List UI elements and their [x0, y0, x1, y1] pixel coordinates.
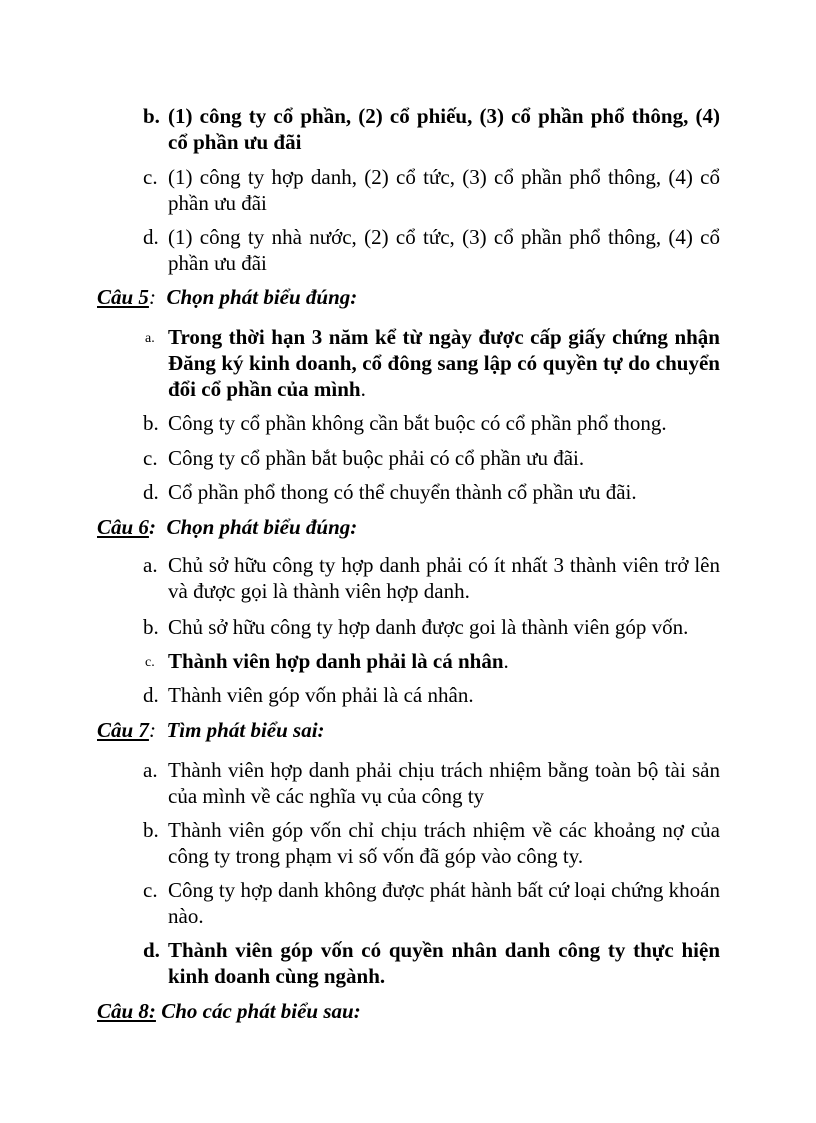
question-prompt: Chọn phát biểu đúng: [166, 285, 358, 309]
option-text: Chủ sở hữu công ty hợp danh được goi là thành viên góp vốn. [168, 615, 689, 639]
q5-option-c [143, 445, 720, 471]
option-label: a. [145, 331, 155, 346]
option-text-bold: Trong thời hạn 3 năm kể từ ngày được cấp giấy chứng nhận Đăng ký kinh doanh, cổ đông sang lập có quyền tự do chuyển đổi cổ phần của mình [168, 325, 720, 401]
question-sep: : [148, 718, 156, 742]
option-text: Thành viên hợp danh phải chịu trách nhiệm bằng toàn bộ tài sản của mình về các nghĩa vụ của công ty [168, 758, 720, 808]
option-label: a. [143, 553, 158, 577]
option-label: b. [143, 818, 159, 842]
q7-option-b [143, 817, 720, 869]
question-number: Câu 5 [97, 285, 149, 309]
option-text [168, 324, 720, 402]
q6-option-a [143, 552, 720, 604]
q7-option-d [143, 937, 720, 989]
question-prompt: Cho các phát biểu sau: [161, 999, 361, 1023]
option-label: c. [143, 878, 158, 902]
q5-option-d [143, 479, 720, 505]
question-sep: : [148, 515, 156, 539]
option-label: b. [143, 615, 159, 639]
option-text: Công ty hợp danh không được phát hành bất cứ loại chứng khoán nào. [168, 878, 720, 928]
question-6-heading [97, 514, 357, 540]
question-prompt: Chọn phát biểu đúng: [166, 515, 358, 539]
option-text: Thành viên góp vốn chỉ chịu trách nhiệm về các khoảng nợ của công ty trong phạm vi số vốn đã góp vào công ty. [168, 818, 720, 868]
question-7-heading [97, 717, 325, 743]
option-label: c. [145, 655, 155, 670]
option-text [168, 648, 720, 674]
option-text: (1) công ty nhà nước, (2) cổ tức, (3) cổ phần phổ thông, (4) cổ phần ưu đãi [168, 225, 720, 275]
option-trail: . [503, 649, 509, 673]
q4-option-c [143, 164, 720, 216]
option-text: Chủ sở hữu công ty hợp danh phải có ít nhất 3 thành viên trở lên và được gọi là thành viên hợp danh. [168, 553, 720, 603]
option-text: Thành viên góp vốn phải là cá nhân. [168, 683, 474, 707]
option-label: d. [143, 683, 159, 707]
q6-option-c [143, 648, 720, 674]
question-sep: : [148, 285, 156, 309]
option-label: d. [143, 938, 160, 962]
option-text: Thành viên góp vốn có quyền nhân danh công ty thực hiện kinh doanh cùng ngành. [168, 938, 720, 988]
option-label: c. [143, 446, 158, 470]
option-label: d. [143, 480, 159, 504]
option-label: d. [143, 225, 159, 249]
option-label: b. [143, 411, 159, 435]
question-prompt: Tìm phát biểu sai: [166, 718, 325, 742]
q4-option-d [143, 224, 720, 276]
option-text-bold: Thành viên hợp danh phải là cá nhân [168, 649, 504, 673]
option-trail: . [360, 377, 366, 401]
q7-option-c [143, 877, 720, 929]
q7-option-a [143, 757, 720, 809]
option-text: (1) công ty hợp danh, (2) cổ tức, (3) cổ phần phổ thông, (4) cổ phần ưu đãi [168, 165, 720, 215]
q6-option-d [143, 682, 720, 708]
question-5-heading [97, 284, 357, 310]
option-label: a. [143, 758, 158, 782]
option-text: Công ty cổ phần bắt buộc phải có cổ phần ưu đãi. [168, 446, 585, 470]
option-label: b. [143, 104, 160, 128]
q4-option-b [143, 103, 720, 155]
option-text: (1) công ty cổ phần, (2) cổ phiếu, (3) cổ phần phổ thông, (4) cổ phần ưu đãi [168, 104, 720, 154]
question-number: Câu 7 [97, 718, 149, 742]
q6-option-b [143, 614, 720, 640]
option-text: Cổ phần phổ thong có thể chuyển thành cổ phần ưu đãi. [168, 480, 637, 504]
q5-option-a [143, 324, 720, 402]
q5-option-b [143, 410, 720, 436]
question-number: Câu 6 [97, 515, 149, 539]
question-8-heading [97, 998, 361, 1024]
option-label: c. [143, 165, 158, 189]
option-text: Công ty cổ phần không cần bắt buộc có cổ phần phổ thong. [168, 411, 667, 435]
question-number: Câu 8: [97, 999, 156, 1023]
